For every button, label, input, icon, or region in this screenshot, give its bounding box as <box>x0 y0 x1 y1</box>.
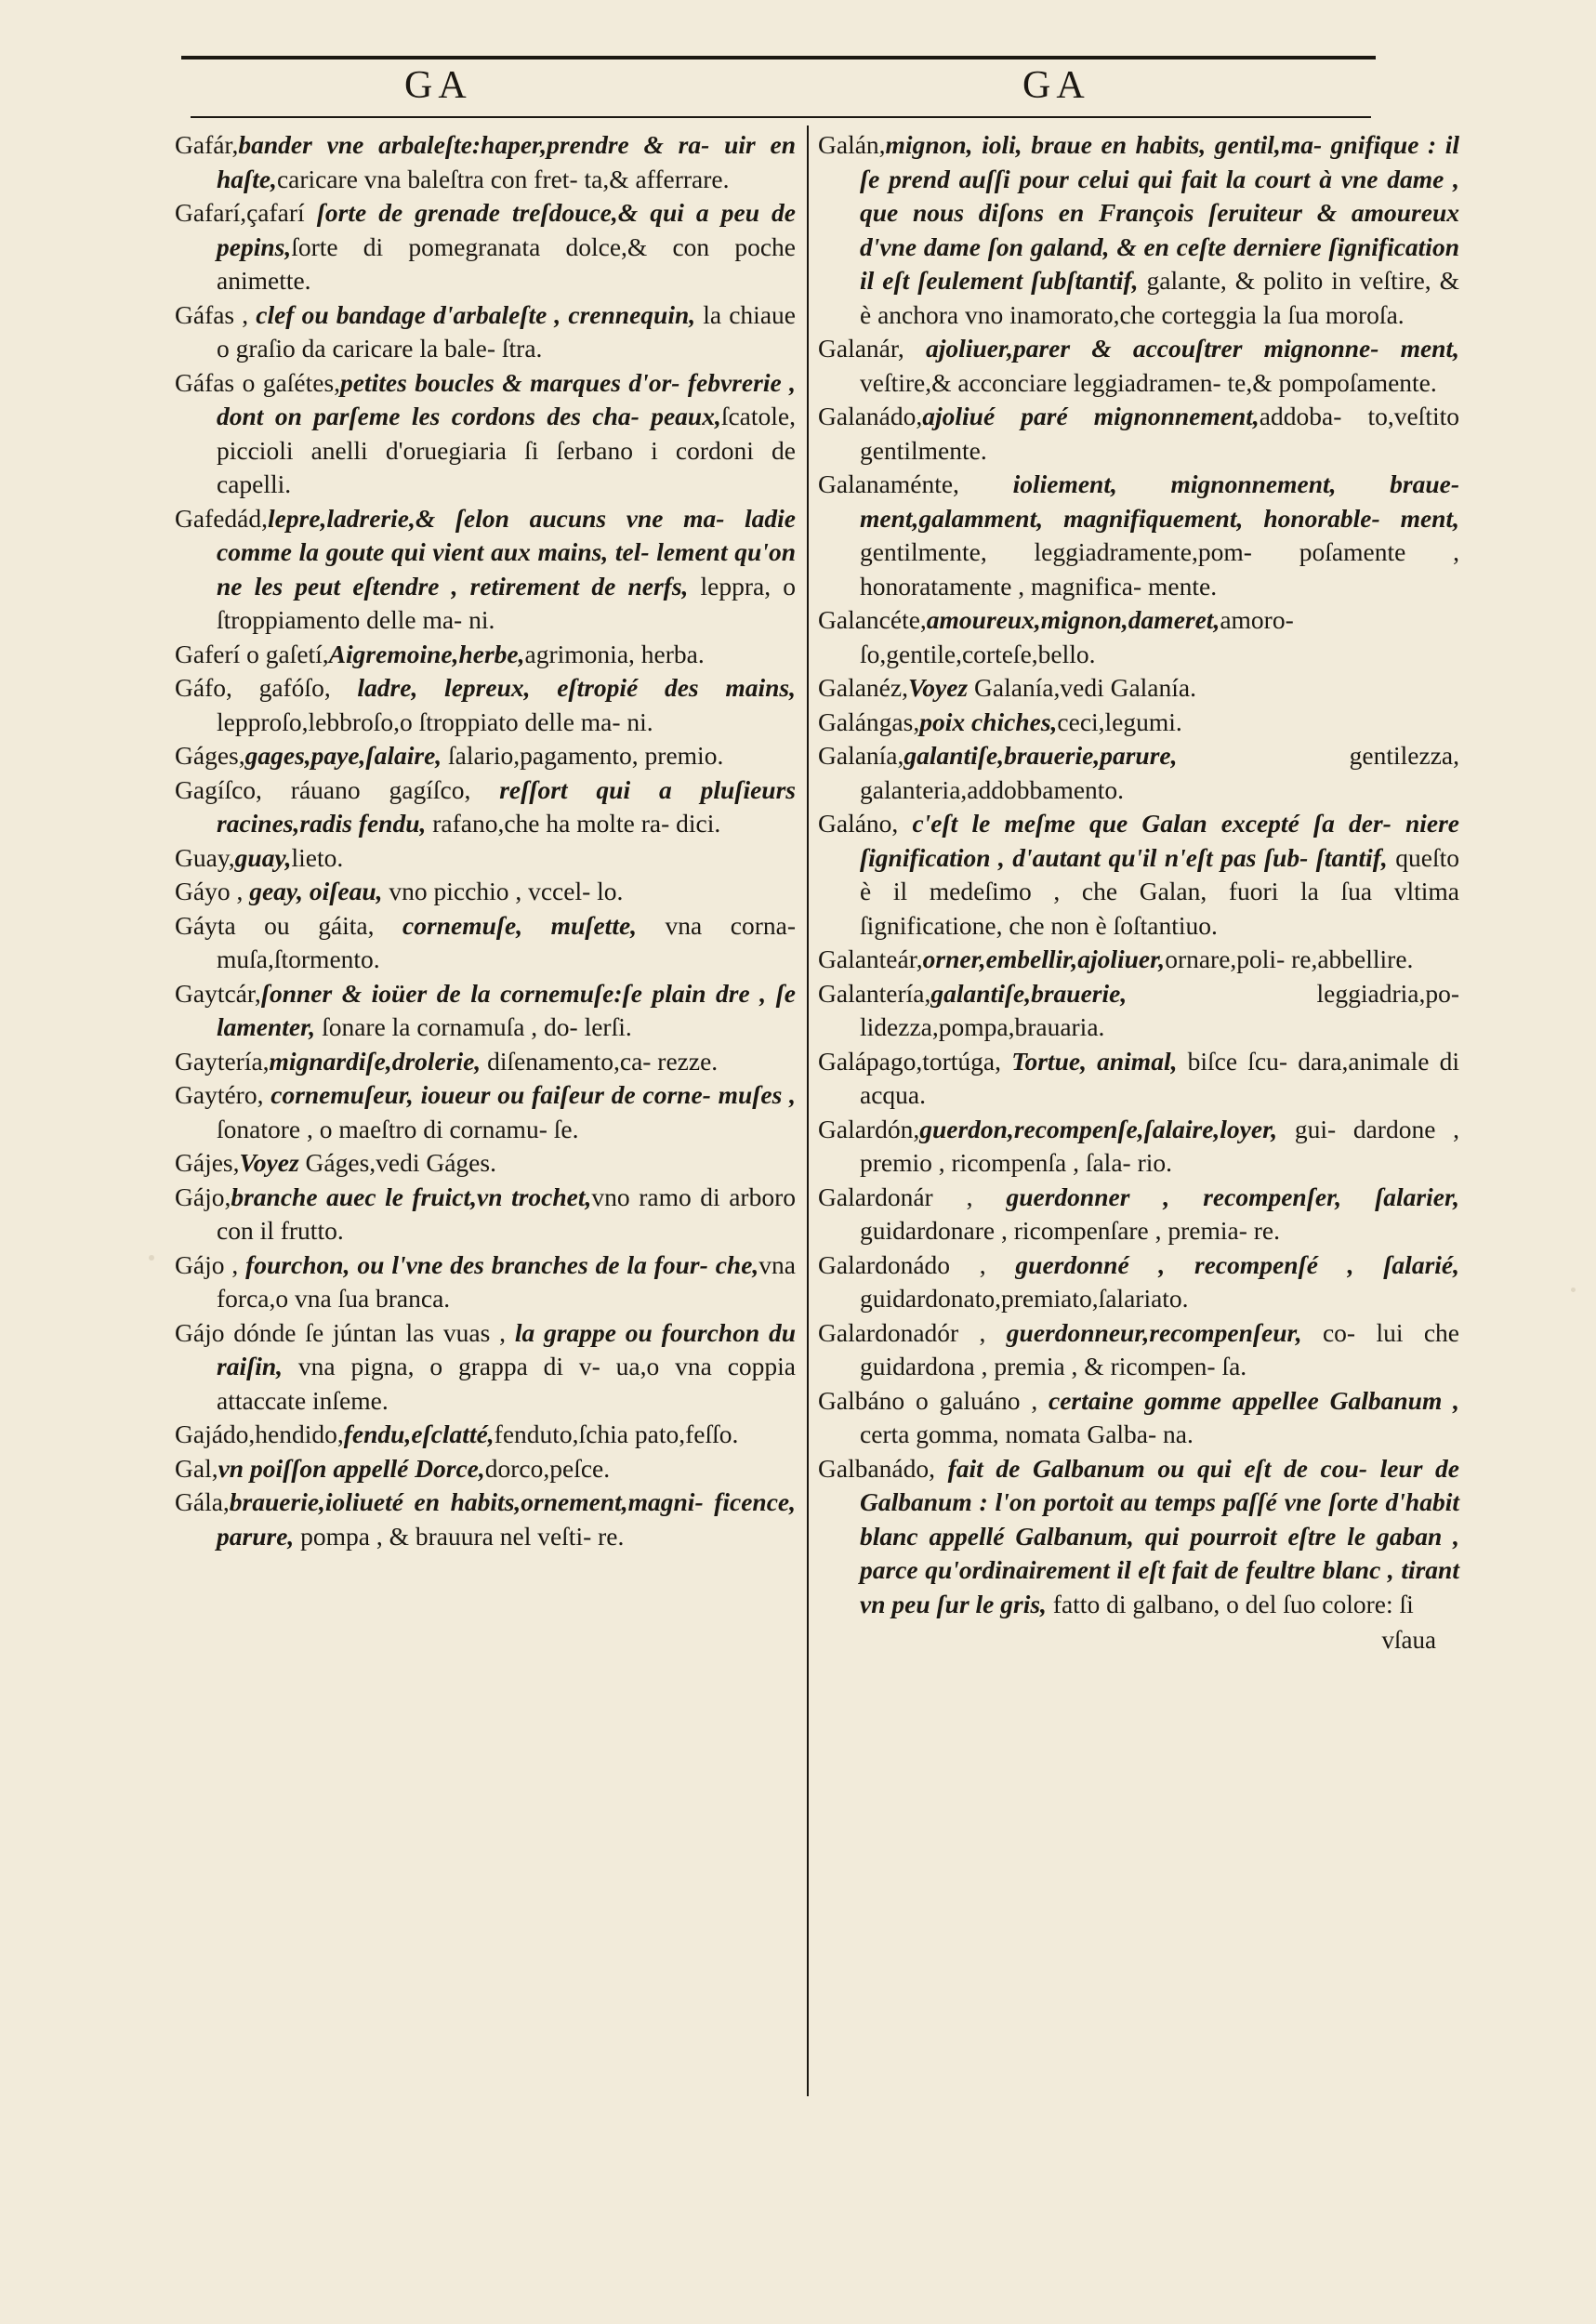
italian-gloss: veſtire,& acconciare leggiadramen- te,& pompoſamente. <box>860 367 1437 397</box>
french-gloss: la grappe ou fourchon du raiſin, <box>217 1317 796 1380</box>
french-gloss: ſonner & ioüer de la cornemuſe:ſe plain dre , ſe lamenter, <box>217 978 796 1041</box>
italian-gloss: vna pigna, o grappa di v- ua,o vna coppia attaccate inſeme. <box>217 1352 796 1415</box>
dictionary-entry <box>818 1384 1459 1452</box>
italian-gloss: gentilmente, leggiadramente,pom- poſamente , honoratamente , magnifica- mente. <box>860 537 1459 601</box>
headword: Gagíſco, ráuano gagíſco, <box>175 774 500 804</box>
italian-gloss: pompa , & brauura nel veſti- re. <box>294 1521 625 1551</box>
dictionary-entry <box>818 739 1459 807</box>
italian-gloss: galante, & polito in veſtire, & è anchora vno inamorato,che corteggia la ſua moroſa. <box>860 266 1459 329</box>
italian-gloss: fatto di galbano, o del ſuo colore: ſi <box>1046 1589 1414 1618</box>
dictionary-entry <box>818 603 1459 671</box>
french-gloss: poix chiches, <box>919 706 1058 736</box>
dictionary-entry <box>175 1078 796 1146</box>
dictionary-entry <box>818 468 1459 603</box>
italian-gloss: ſcatole, piccioli anelli d'oruegiaria ſi ſerbano i cordoni de capelli. <box>217 402 796 498</box>
french-gloss: vn poiſſon appellé Dorce, <box>218 1453 485 1483</box>
italian-gloss: biſce ſcu- dara,animale di acqua. <box>860 1046 1459 1109</box>
french-gloss: ladre, lepreux, eſtropié des mains, <box>357 673 796 702</box>
italian-gloss: ſorte di pomegranata dolce,& con poche animette. <box>217 231 796 295</box>
italian-gloss: vna corna- muſa,ſtormento. <box>217 910 797 973</box>
italian-gloss: ſonare la cornamuſa , do- lerſi. <box>315 1012 632 1041</box>
dictionary-entry <box>175 1045 796 1079</box>
french-gloss: ajoliuer,parer & accouſtrer mignonne- ment, <box>925 334 1459 363</box>
headword: Galanéz, <box>818 673 908 702</box>
french-gloss: lepre,ladrerie,& ſelon aucuns vne ma- ladie comme la goute qui vient aux mains, tel- lement qu'on ne les peut eſtendre , retirement de nerfs, <box>217 503 796 601</box>
french-gloss: ioliement, mignonnement, braue- ment,galamment, magnifiquement, honorable- ment, <box>860 469 1460 533</box>
headword: Gála, <box>175 1487 230 1516</box>
dictionary-entry <box>175 875 796 909</box>
headword: Gal, <box>175 1453 218 1483</box>
headword: Gájes, <box>175 1148 240 1177</box>
headword: Galán, <box>818 130 886 159</box>
italian-gloss: amoro- ſo,gentile,corteſe,bello. <box>860 605 1294 668</box>
french-gloss: petites boucles & marques d'or- febvrerie , dont on parſeme les cordons des cha- peaux, <box>217 367 797 430</box>
italian-gloss: leppra, o ſtroppiamento delle ma- ni. <box>217 571 796 634</box>
italian-gloss: lepproſo,lebbroſo,o ſtroppiato delle ma- ni. <box>217 706 653 736</box>
headword: Galanaménte, <box>818 469 1013 498</box>
headword: Gaytería, <box>175 1046 270 1076</box>
dictionary-entry <box>175 128 796 196</box>
italian-gloss: vno ramo di arboro con il frutto. <box>217 1182 796 1245</box>
italian-gloss: la chiaue o graſio da caricare la bale- ſtra. <box>217 299 796 363</box>
italian-gloss: ceci,legumi. <box>1057 706 1182 736</box>
dictionary-entry <box>818 1113 1459 1181</box>
headword: Gájo , <box>175 1249 246 1279</box>
french-gloss: Voyez <box>907 673 974 702</box>
headword: Gájo, <box>175 1182 231 1211</box>
italian-gloss: rafano,che ha molte ra- dici. <box>426 809 721 838</box>
italian-gloss: guidardonato,premiato,ſalariato. <box>860 1284 1189 1313</box>
french-gloss: certaine gomme appellee Galbanum , <box>1048 1385 1459 1415</box>
french-gloss: guerdon,recompenſe,ſalaire,loyer, <box>919 1114 1278 1143</box>
dictionary-entry <box>175 1248 796 1316</box>
ink-spot <box>149 1255 154 1261</box>
headword: Gájo dónde ſe júntan las vuas , <box>175 1317 515 1347</box>
dictionary-entry <box>818 706 1459 740</box>
italian-gloss: ornare,poli- re,abbellire. <box>1165 944 1414 973</box>
dictionary-entry <box>175 671 796 739</box>
italian-gloss: certa gomma, nomata Galba- na. <box>860 1419 1194 1448</box>
italian-gloss: queſto è il medeſimo , che Galan, fuori la ſua vltima ſignificatione, che non è ſoſtantiuo. <box>860 842 1459 940</box>
french-gloss: fait de Galbanum ou qui eſt de cou- leur de Galbanum : l'on portoit au temps paſſé vne ſorte d'habit blanc appellé Galbanum, qui pourroit eſtre le gaban , parce qu'ordinairement il eſt fait de feultre blanc , tirant vn peu ſur le gris, <box>860 1453 1459 1618</box>
headword: Gáfo, gafóſo, <box>175 673 358 702</box>
french-gloss: guerdonné , recompenſé , ſalarié, <box>1015 1249 1459 1279</box>
french-gloss: brauerie,ioliueté en habits,ornement,magni- ficence, parure, <box>217 1487 796 1551</box>
french-gloss: ſorte de grenade treſdouce,& qui a peu de pepins, <box>217 198 796 261</box>
dictionary-entry <box>175 1316 796 1419</box>
headword: Galardonádo , <box>818 1249 1016 1279</box>
italian-gloss: leggiadria,po- lidezza,pompa,brauaria. <box>860 978 1459 1041</box>
italian-gloss: gentilezza, galanteria,addobbamento. <box>860 741 1459 804</box>
right-column <box>818 128 1459 1657</box>
italian-gloss: co- lui che guidardona , premia , & ricompen- ſa. <box>860 1317 1459 1380</box>
headword: Gaferí o gaſetí, <box>175 639 329 668</box>
dictionary-entry <box>818 1248 1459 1316</box>
headword: Galardonadór , <box>818 1317 1007 1347</box>
headword: Galanteár, <box>818 944 923 973</box>
dictionary-entry <box>175 638 796 672</box>
italian-gloss: agrimonia, herba. <box>524 639 705 668</box>
italian-gloss: Gáges,vedi Gáges. <box>305 1148 496 1177</box>
dictionary-entry <box>175 366 796 502</box>
headword: Galancéte, <box>818 605 927 634</box>
french-gloss: orner,embellir,ajoliuer, <box>922 944 1166 973</box>
italian-gloss: addoba- to,veſtito gentilmente. <box>860 402 1459 465</box>
italian-gloss: caricare vna baleſtra con fret- ta,& afferrare. <box>276 164 730 193</box>
header-rule <box>191 116 1371 118</box>
italian-gloss: vna forca,o vna ſua branca. <box>217 1249 796 1313</box>
french-gloss: c'eſt le meſme que Galan excepté ſa der- niere ſignification , d'autant qu'il n'eſt pas ſub- ſtantif, <box>860 809 1460 872</box>
headword: Guay, <box>175 842 235 872</box>
french-gloss: bander vne arbaleſte:haper,prendre & ra- uir en haſte, <box>217 130 796 193</box>
french-gloss: fendu,eſclatté, <box>343 1419 495 1448</box>
top-rule <box>181 56 1376 59</box>
italian-gloss: dorco,peſce. <box>484 1453 611 1483</box>
french-gloss: guerdonner , recompenſer, ſalarier, <box>1006 1182 1460 1211</box>
french-gloss: gages,paye,ſalaire, <box>244 741 442 770</box>
french-gloss: Aigremoine,herbe, <box>328 639 525 668</box>
french-gloss: mignon, ioli, braue en habits, gentil,ma- gnifique : il ſe prend auſſi pour celui qui fait la court à vne dame , que nous diſons en François ſeruiteur & amoureux d'vne dame ſon galand, & en ceſte derniere ſignification il eſt ſeulement ſubſtantif, <box>860 130 1459 295</box>
headword: Gáyta ou gáita, <box>175 910 403 940</box>
dictionary-entry <box>175 1146 796 1181</box>
headword: Galardonár , <box>818 1182 1007 1211</box>
dictionary-entry <box>175 1418 796 1452</box>
ink-spot <box>1571 1287 1576 1292</box>
french-gloss: Voyez <box>239 1148 306 1177</box>
headword: Gajádo,hendido, <box>175 1419 344 1448</box>
french-gloss: cornemuſe, muſette, <box>402 910 638 940</box>
dictionary-entry <box>818 128 1459 332</box>
dictionary-entry <box>818 943 1459 977</box>
italian-gloss: fenduto,ſchia pato,feſſo. <box>494 1419 739 1448</box>
running-head-left: GA <box>404 64 472 107</box>
french-gloss: galantiſe,brauerie,parure, <box>904 741 1178 770</box>
french-gloss: guay, <box>234 842 292 872</box>
catchword: vſaua <box>1381 1626 1436 1654</box>
french-gloss: Tortue, animal, <box>1011 1046 1178 1076</box>
headword: Galángas, <box>818 706 920 736</box>
headword: Gaytcár, <box>175 978 261 1008</box>
french-gloss: amoureux,mignon,dameret, <box>926 605 1220 634</box>
headword: Galanádo, <box>818 402 923 430</box>
dictionary-entry <box>175 1452 796 1486</box>
french-gloss: reſſort qui a pluſieurs racines,radis fendu, <box>217 774 796 838</box>
dictionary-entry <box>175 196 796 298</box>
headword: Galanía, <box>818 741 904 770</box>
headword: Gafedád, <box>175 503 269 533</box>
italian-gloss: vno picchio , vccel- lo. <box>382 877 624 905</box>
dictionary-entry <box>175 1181 796 1248</box>
headword: Galápago,tortúga, <box>818 1046 1012 1076</box>
dictionary-entry <box>818 1316 1459 1384</box>
italian-gloss: ſalario,pagamento, premio. <box>442 741 724 770</box>
french-gloss: guerdonneur,recompenſeur, <box>1006 1317 1302 1347</box>
dictionary-entry <box>175 1486 796 1553</box>
italian-gloss: guidardonare , ricompenſare , premia- re. <box>860 1216 1281 1245</box>
dictionary-entry <box>175 841 796 876</box>
french-gloss: clef ou bandage d'arbaleſte , crennequin, <box>256 299 696 329</box>
dictionary-entry <box>175 773 796 841</box>
dictionary-entry <box>818 1045 1459 1113</box>
dictionary-entry <box>175 502 796 638</box>
dictionary-entry <box>818 807 1459 943</box>
column-divider <box>807 125 809 2096</box>
dictionary-entry <box>818 671 1459 706</box>
french-gloss: mignardiſe,drolerie, <box>269 1046 481 1076</box>
italian-gloss: diſenamento,ca- rezze. <box>481 1046 719 1076</box>
headword: Gafár, <box>175 130 239 159</box>
italian-gloss: Galanía,vedi Galanía. <box>974 673 1196 702</box>
french-gloss: ajoliué paré mignonnement, <box>922 402 1260 430</box>
headword: Gáyo , <box>175 877 250 905</box>
headword: Galáno, <box>818 809 913 838</box>
dictionary-entry <box>818 400 1459 468</box>
headword: Galanár, <box>818 334 926 363</box>
italian-gloss: lieto. <box>291 842 344 872</box>
running-head-right: GA <box>1022 64 1090 107</box>
french-gloss: branche auec le fruict,vn trochet, <box>231 1182 592 1211</box>
dictionary-entry <box>175 739 796 773</box>
headword: Galbanádo, <box>818 1453 948 1483</box>
headword: Gafarí,çafarí <box>175 198 317 227</box>
headword: Galardón, <box>818 1114 920 1143</box>
dictionary-entry <box>818 1452 1459 1622</box>
french-gloss: galantiſe,brauerie, <box>930 978 1128 1008</box>
headword: Gáges, <box>175 741 245 770</box>
dictionary-entry <box>818 332 1459 400</box>
headword: Gaytéro, <box>175 1080 271 1109</box>
dictionary-entry <box>818 1181 1459 1248</box>
french-gloss: fourchon, ou l'vne des branches de la four- che, <box>245 1249 759 1279</box>
french-gloss: cornemuſeur, ioueur ou faiſeur de corne- muſes , <box>270 1080 796 1109</box>
french-gloss: geay, oiſeau, <box>249 877 383 905</box>
headword: Gáfas , <box>175 299 257 329</box>
italian-gloss: gui- dardone , premio , ricompenſa , ſala- rio. <box>860 1114 1459 1177</box>
dictionary-entry <box>175 298 796 366</box>
headword: Galbáno o galuáno , <box>818 1385 1049 1415</box>
italian-gloss: ſonatore , o maeſtro di cornamu- ſe. <box>217 1114 579 1143</box>
left-column <box>175 128 796 1553</box>
headword: Galantería, <box>818 978 931 1008</box>
dictionary-entry <box>175 909 796 977</box>
headword: Gáfas o gaſétes, <box>175 367 341 397</box>
dictionary-entry <box>818 977 1459 1045</box>
dictionary-entry <box>175 977 796 1045</box>
